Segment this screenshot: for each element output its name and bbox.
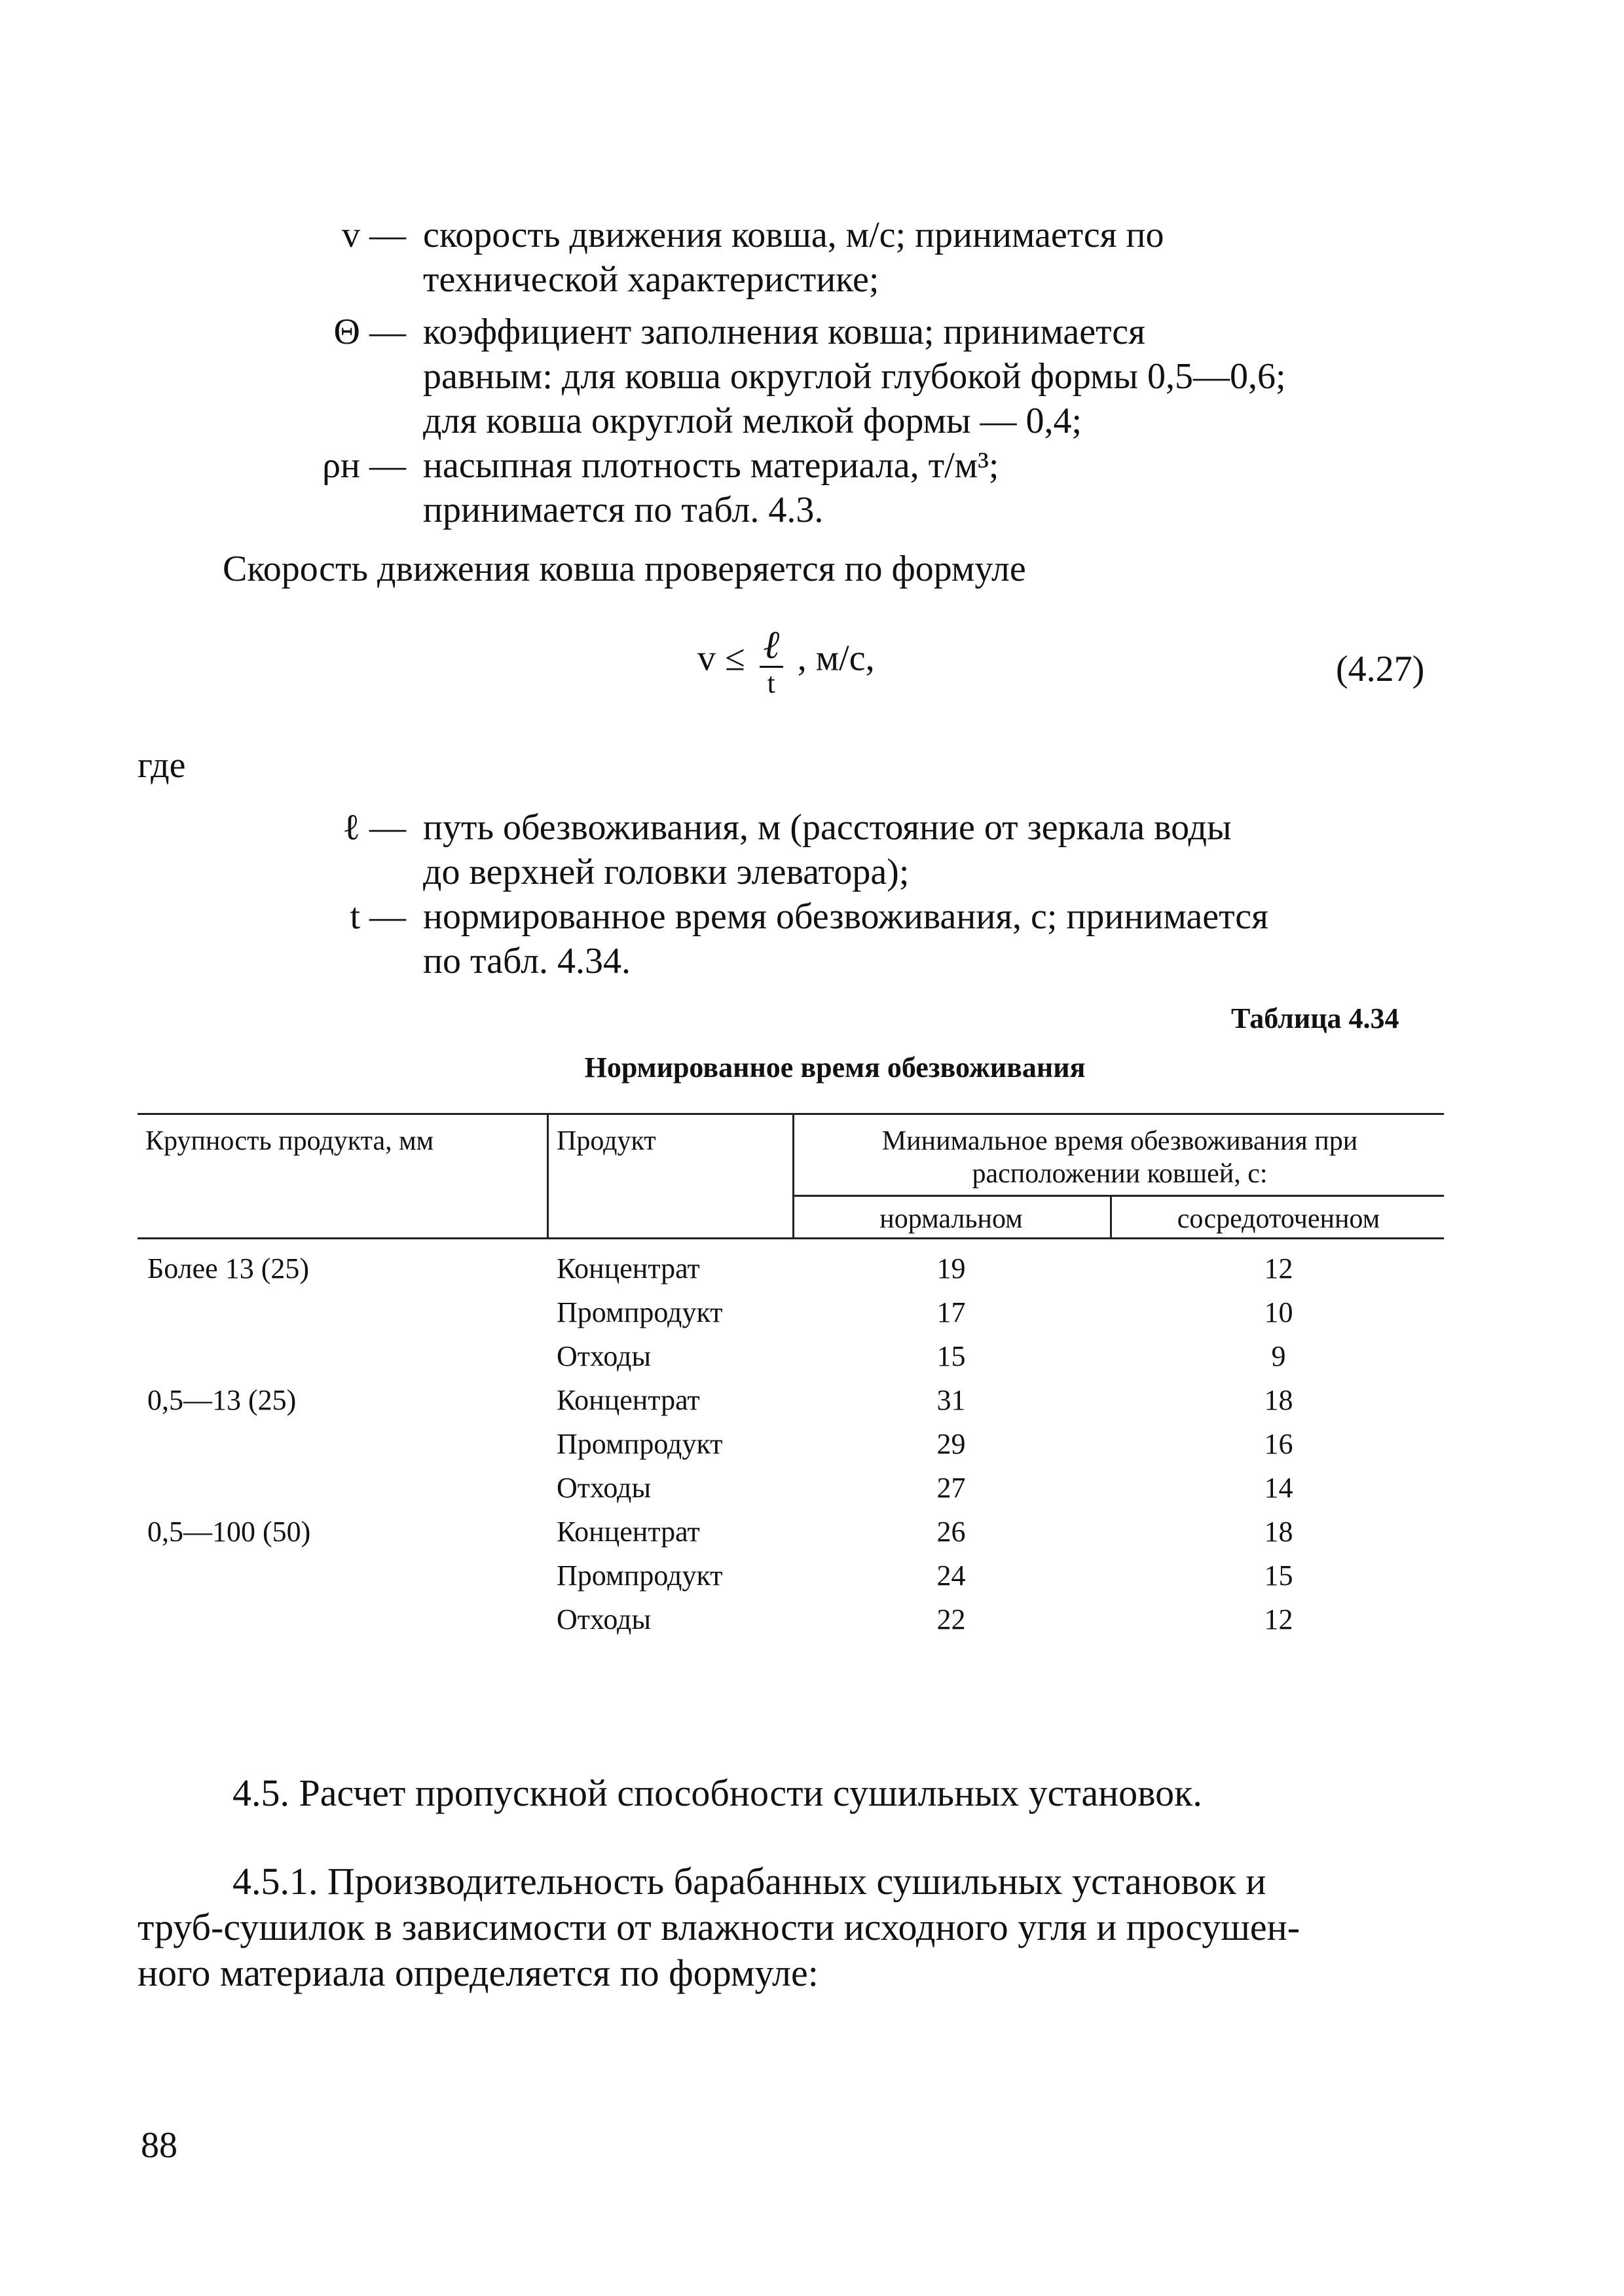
header-min-time: Минимальное время обезвоживания при расположении ковшей, с: [881,1126,1358,1189]
definition-symbol: ℓ — [342,807,406,848]
where-label: где [138,745,186,786]
definition-theta-cont [0,354,1624,399]
definition-t-cont [0,939,1624,983]
definition-text: для ковша округлой мелкой формы — 0,4; [423,401,1082,441]
page-number: 88 [141,2125,177,2166]
header-size: Крупность продукта, мм [145,1126,434,1156]
section-title: 4.5. Расчет пропускной способности сушильных установок. [232,1772,1202,1814]
table-header-rule [138,1237,1444,1239]
table-cell-product: Концентрат [557,1252,700,1285]
table-cell-concentrated: 18 [1264,1516,1293,1548]
table-cell-product: Промпродукт [557,1296,723,1328]
definition-t [0,894,1624,939]
definition-text: коэффициент заполнения ковша; принимается [423,312,1145,352]
table-cell-concentrated: 12 [1264,1603,1293,1635]
table-cell-concentrated: 12 [1264,1252,1293,1285]
table-cell-normal: 27 [936,1472,966,1504]
table-cell-product: Отходы [557,1603,652,1635]
table-cell-size: 0,5—13 (25) [147,1384,297,1416]
equation-number: (4.27) [1336,649,1425,689]
definition-text: по табл. 4.34. [423,941,631,981]
definitions-top [0,213,1624,532]
table-title: Нормированное время обезвоживания [584,1051,1086,1084]
formula-lhs: v ≤ [697,638,745,679]
header-product: Продукт [557,1126,656,1156]
table-divider [792,1113,794,1237]
definition-text: путь обезвоживания, м (расстояние от зеркала воды [423,807,1232,848]
table-cell-normal: 22 [936,1603,966,1635]
definition-text: технической характеристике; [423,259,879,300]
table-cell-normal: 26 [936,1516,966,1548]
table-cell-normal: 24 [936,1559,966,1592]
table-cell-normal: 19 [936,1252,966,1285]
definition-text: насыпная плотность материала, т/м³; [423,445,999,486]
paragraph-line: ного материала определяется по формуле: [138,1952,819,1994]
table-label: Таблица 4.34 [1231,1002,1399,1034]
definition-text: нормированное время обезвоживания, с; принимается [423,896,1268,937]
header-concentrated: сосредоточенном [1177,1204,1380,1234]
table-cell-concentrated: 18 [1264,1384,1293,1416]
formula-rhs: , м/с, [797,638,875,679]
table-cell-product: Концентрат [557,1516,700,1548]
table-divider [1110,1195,1112,1237]
definition-text: до верхней головки элеватора); [423,852,910,892]
definition-text: скорость движения ковша, м/с; принимается по [423,215,1164,255]
definition-theta [0,310,1624,354]
table-cell-normal: 29 [936,1428,966,1460]
paragraph-line: 4.5.1. Производительность барабанных сушильных установок и [232,1860,1266,1903]
table-cell-normal: 17 [936,1296,966,1328]
definition-v-cont [0,257,1624,310]
formula-intro: Скорость движения ковша проверяется по формуле [223,549,1026,589]
definition-v [0,213,1624,257]
table-cell-size: Более 13 (25) [147,1252,310,1285]
definition-symbol: v — [342,215,406,255]
paragraph-line: труб-сушилок в зависимости от влажности исходного угля и просушен- [138,1906,1301,1948]
table-divider [547,1113,549,1237]
table-cell-product: Отходы [557,1340,652,1372]
table-cell-concentrated: 14 [1264,1472,1293,1504]
formula-denominator: t [767,667,775,699]
definition-l-cont [0,850,1624,894]
definition-rho-cont [0,488,1624,532]
definition-symbol: ρн — [322,445,406,486]
formula-numerator: ℓ [763,623,780,666]
table-cell-concentrated: 15 [1264,1559,1293,1592]
definition-text: принимается по табл. 4.3. [423,490,824,530]
definition-symbol: t — [350,896,406,937]
formula-fraction [760,625,783,698]
definitions-bottom [0,805,1624,983]
definition-text: равным: для ковша округлой глубокой формы 0,5—0,6; [423,356,1286,397]
table-cell-product: Концентрат [557,1384,700,1416]
table-cell-normal: 31 [936,1384,966,1416]
table-cell-product: Промпродукт [557,1428,723,1460]
table-cell-product: Промпродукт [557,1559,723,1592]
header-normal: нормальном [879,1204,1023,1234]
table-cell-concentrated: 16 [1264,1428,1293,1460]
table-cell-size: 0,5—100 (50) [147,1516,311,1548]
definition-theta-cont [0,399,1624,443]
table-cell-concentrated: 10 [1264,1296,1293,1328]
definition-symbol: Θ — [333,312,406,352]
table-mid-rule [792,1195,1444,1197]
table-cell-product: Отходы [557,1472,652,1504]
definition-rho [0,443,1624,488]
table-cell-concentrated: 9 [1271,1340,1286,1372]
table-cell-normal: 15 [936,1340,966,1372]
formula-4-27 [697,625,875,698]
definition-l [0,805,1624,850]
table-top-rule [138,1113,1444,1115]
